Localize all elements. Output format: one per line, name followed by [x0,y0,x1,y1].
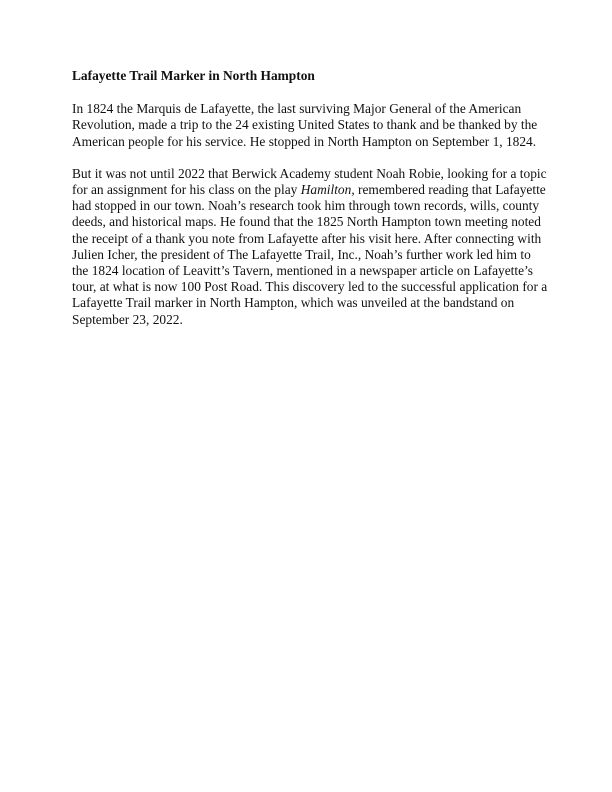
document-body [72,68,550,344]
play-title: Hamilton [300,182,352,198]
paragraph-2-text-end: , remembered reading that Lafayette had stopped in our town. Noah’s research took him through town records, wills, county deeds, and historical maps. He found that the 1825 North Hampton town meeting noted the receipt of a thank you note from Lafayette after his visit here. After connecting with Julien Icher, the president of The Lafayette Trail, Inc., Noah’s further work led him to the 1824 location of Leavitt’s Tavern, mentioned in a newspaper article on Lafayette’s tour, at what is now 100 Post Road. This discovery led to the successful application for a Lafayette Trail marker in North Hampton, which was unveiled at the bandstand on September 23, 2022. [72,182,548,327]
paragraph-1: In 1824 the Marquis de Lafayette, the last surviving Major General of the American Revolution, made a trip to the 24 existing United States to thank and be thanked by the American people for his service. He stopped in North Hampton on September 1, 1824. [72,101,538,149]
paragraph-2-text-start: But it was not until 2022 that Berwick Academy student Noah Robie, looking for a topic for an assignment for his class on the play [72,165,547,198]
paragraph-2 [72,166,550,328]
document-title: Lafayette Trail Marker in North Hampton [72,68,315,83]
